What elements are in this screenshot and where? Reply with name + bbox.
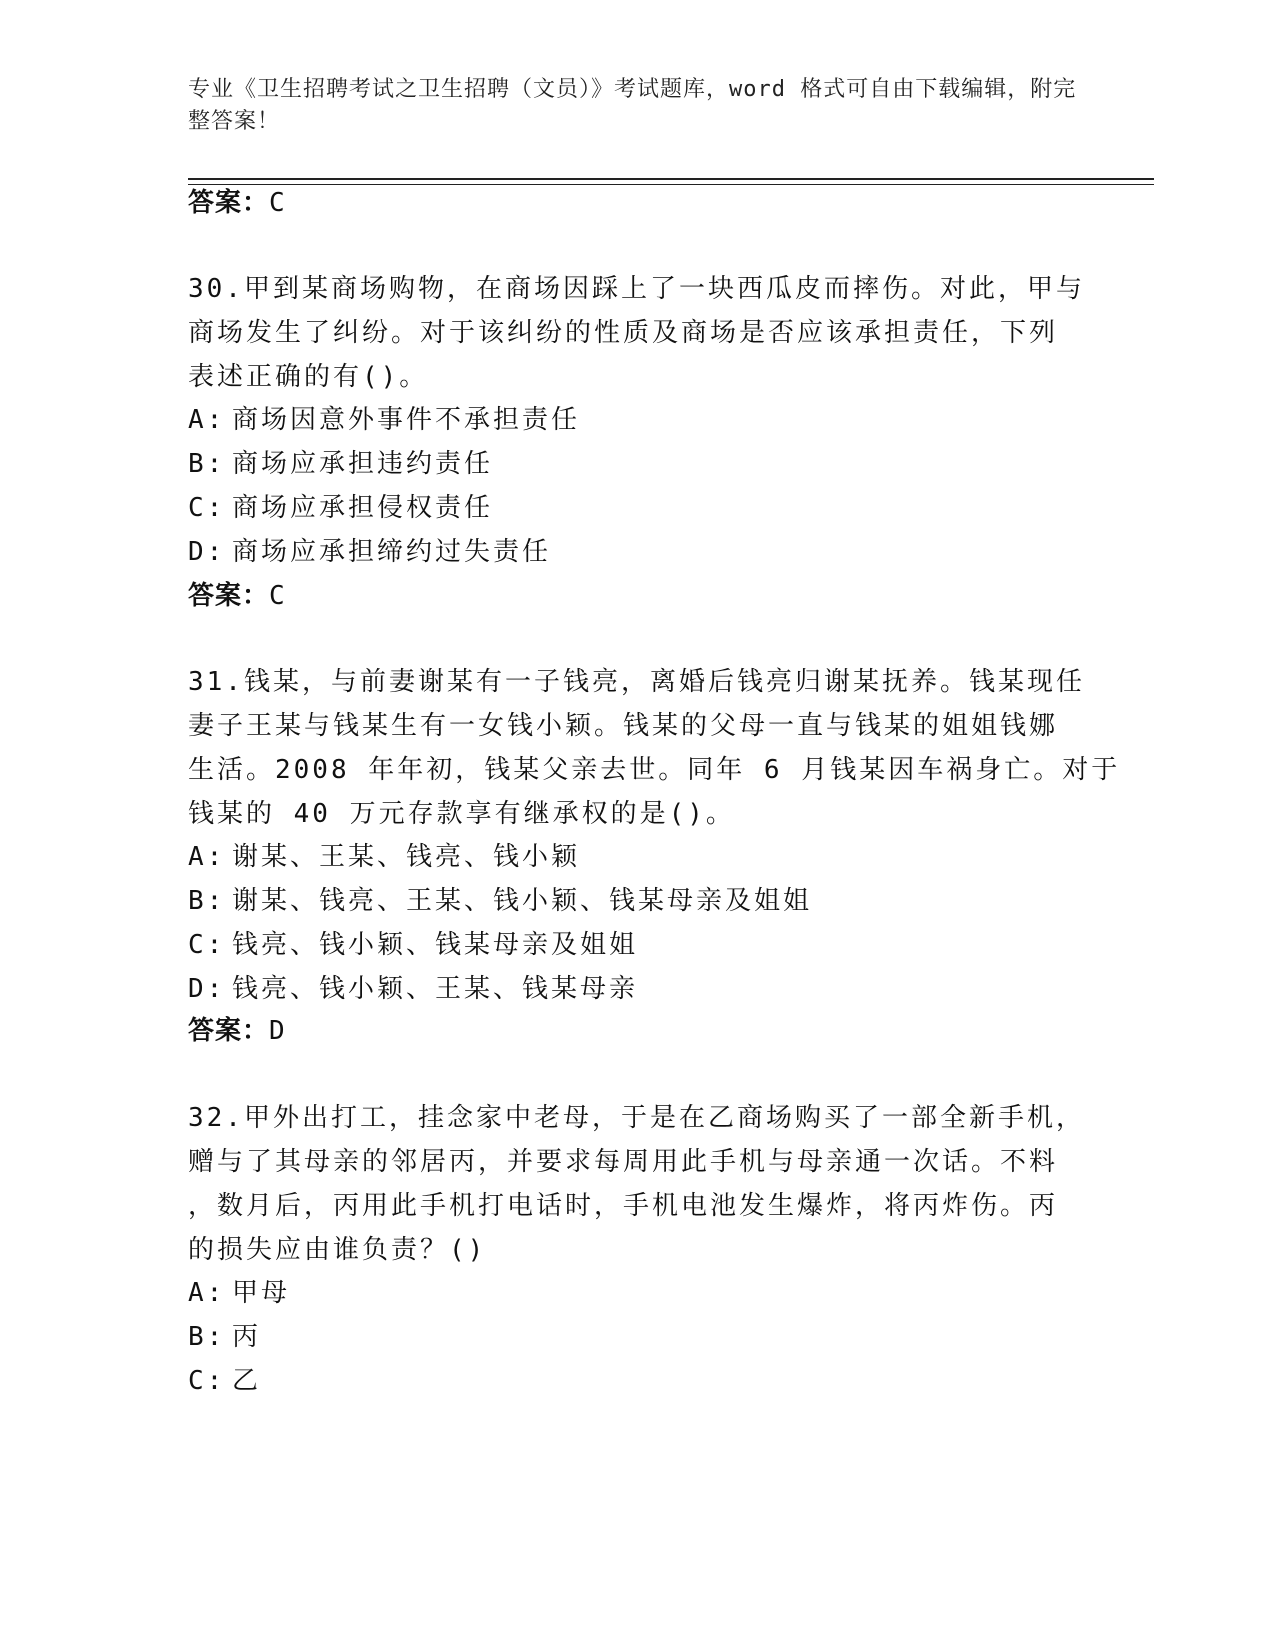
option-key: B: <box>188 886 226 916</box>
option-text: 商场应承担缔约过失责任 <box>232 537 552 567</box>
option-key: B: <box>188 449 226 479</box>
answer-value: D <box>269 1016 286 1046</box>
option-d <box>188 972 638 1006</box>
header-rule-thin <box>188 184 1154 185</box>
question-text-line: 31.钱某，与前妻谢某有一子钱亮，离婚后钱亮归谢某抚养。钱某现任 <box>188 667 1085 697</box>
answer-line <box>188 1014 286 1048</box>
option-a <box>188 840 580 874</box>
option-text: 谢某、王某、钱亮、钱小颖 <box>232 842 581 872</box>
option-key: D: <box>188 974 226 1004</box>
question-text-line: 32.甲外出打工，挂念家中老母，于是在乙商场购买了一部全新手机， <box>188 1103 1085 1133</box>
option-b <box>188 1320 261 1354</box>
option-text: 甲母 <box>232 1278 291 1308</box>
option-key: D: <box>188 537 226 567</box>
option-key: A: <box>188 1278 226 1308</box>
answer-line <box>188 579 286 613</box>
answer-value: C <box>269 188 286 218</box>
question-text-line: 妻子王某与钱某生有一女钱小颖。钱某的父母一直与钱某的姐姐钱娜 <box>188 711 1059 741</box>
answer-value: C <box>269 581 286 611</box>
header-rule-thick <box>188 178 1154 180</box>
option-b <box>188 447 493 481</box>
option-key: C: <box>188 930 226 960</box>
answer-label: 答案： <box>188 1016 270 1046</box>
question-text-line: ，数月后，丙用此手机打电话时，手机电池发生爆炸，将丙炸伤。丙 <box>188 1191 1059 1221</box>
question-text-line: 表述正确的有()。 <box>188 362 429 392</box>
option-text: 钱亮、钱小颖、钱某母亲及姐姐 <box>232 930 639 960</box>
option-text: 谢某、钱亮、王某、钱小颖、钱某母亲及姐姐 <box>232 886 813 916</box>
option-d <box>188 535 551 569</box>
option-text: 商场应承担违约责任 <box>232 449 494 479</box>
page-header: 专业《卫生招聘考试之卫生招聘（文员）》考试题库，word 格式可自由下载编辑，附完整答案！ <box>188 77 1077 134</box>
option-key: A: <box>188 405 226 435</box>
option-c <box>188 491 493 525</box>
option-key: B: <box>188 1322 226 1352</box>
option-text: 丙 <box>232 1322 262 1352</box>
option-text: 商场因意外事件不承担责任 <box>232 405 581 435</box>
option-c <box>188 928 638 962</box>
question-text-line: 赠与了其母亲的邻居丙，并要求每周用此手机与母亲通一次话。不料 <box>188 1147 1059 1177</box>
option-a <box>188 403 580 437</box>
option-key: C: <box>188 493 226 523</box>
answer-label: 答案： <box>188 581 270 611</box>
option-a <box>188 1276 290 1310</box>
option-text: 商场应承担侵权责任 <box>232 493 494 523</box>
option-key: C: <box>188 1366 226 1396</box>
option-c <box>188 1364 261 1398</box>
answer-label: 答案： <box>188 188 270 218</box>
option-key: A: <box>188 842 226 872</box>
option-text: 钱亮、钱小颖、王某、钱某母亲 <box>232 974 639 1004</box>
question-text-line: 的损失应由谁负责？() <box>188 1235 487 1265</box>
question-text-line: 30.甲到某商场购物，在商场因踩上了一块西瓜皮而摔伤。对此，甲与 <box>188 274 1085 304</box>
option-text: 乙 <box>232 1366 262 1396</box>
answer-line <box>188 186 286 220</box>
question-text-line: 生活。2008 年年初，钱某父亲去世。同年 6 月钱某因车祸身亡。对于 <box>188 755 1121 785</box>
option-b <box>188 884 812 918</box>
question-text-line: 商场发生了纠纷。对于该纠纷的性质及商场是否应该承担责任，下列 <box>188 318 1059 348</box>
question-text-line: 钱某的 40 万元存款享有继承权的是()。 <box>188 799 735 829</box>
